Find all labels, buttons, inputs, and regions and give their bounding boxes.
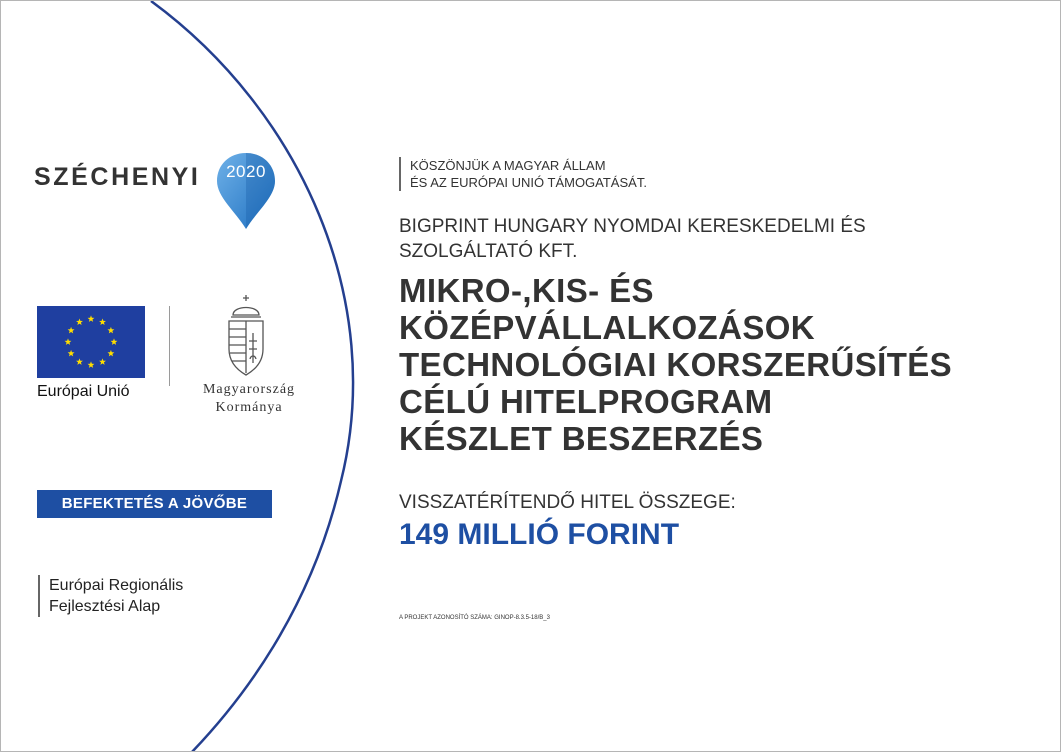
program-line: CÉLÚ HITELPROGRAM: [399, 383, 773, 420]
loan-amount: 149 MILLIÓ FORINT: [399, 518, 680, 551]
erfa-label: [38, 575, 183, 617]
company-line-1: BIGPRINT HUNGARY NYOMDAI KERESKEDELMI ÉS: [399, 216, 866, 237]
szechenyi-wordmark: SZÉCHENYI: [34, 163, 201, 191]
thanks-note: [399, 157, 647, 191]
program-line: TECHNOLÓGIAI KORSZERŰSÍTÉS: [399, 346, 953, 383]
program-line: KÖZÉPVÁLLALKOZÁSOK: [399, 309, 816, 346]
erfa-line-2: Fejlesztési Alap: [49, 598, 161, 615]
erfa-line-1: Európai Regionális: [49, 577, 184, 594]
logo-divider: [169, 306, 170, 386]
company-line-2: SZOLGÁLTATÓ KFT.: [399, 241, 578, 262]
government-line-1: Magyarország: [202, 382, 296, 397]
szechenyi-year: 2020: [226, 162, 266, 181]
befektetes-banner: BEFEKTETÉS A JÖVŐBE: [37, 490, 272, 518]
eu-flag-icon: [37, 306, 145, 378]
program-title: [399, 272, 952, 457]
eu-label: Európai Unió: [37, 383, 130, 400]
program-line: MIKRO-,KIS- ÉS: [399, 272, 654, 309]
thanks-line-1: KÖSZÖNJÜK A MAGYAR ÁLLAM: [410, 158, 606, 173]
loan-label: VISSZATÉRÍTENDŐ HITEL ÖSSZEGE:: [399, 492, 736, 513]
thanks-line-2: ÉS AZ EURÓPAI UNIÓ TÁMOGATÁSÁT.: [410, 175, 647, 190]
company-name: [399, 214, 866, 264]
government-logo-text: [181, 381, 317, 417]
program-line: KÉSZLET BESZERZÉS: [399, 420, 764, 457]
government-line-2: Kormánya: [215, 400, 283, 415]
coat-of-arms-icon: [223, 293, 269, 377]
project-id: A PROJEKT AZONOSÍTÓ SZÁMA: GINOP-8.3.5-18/B_3: [399, 615, 550, 621]
